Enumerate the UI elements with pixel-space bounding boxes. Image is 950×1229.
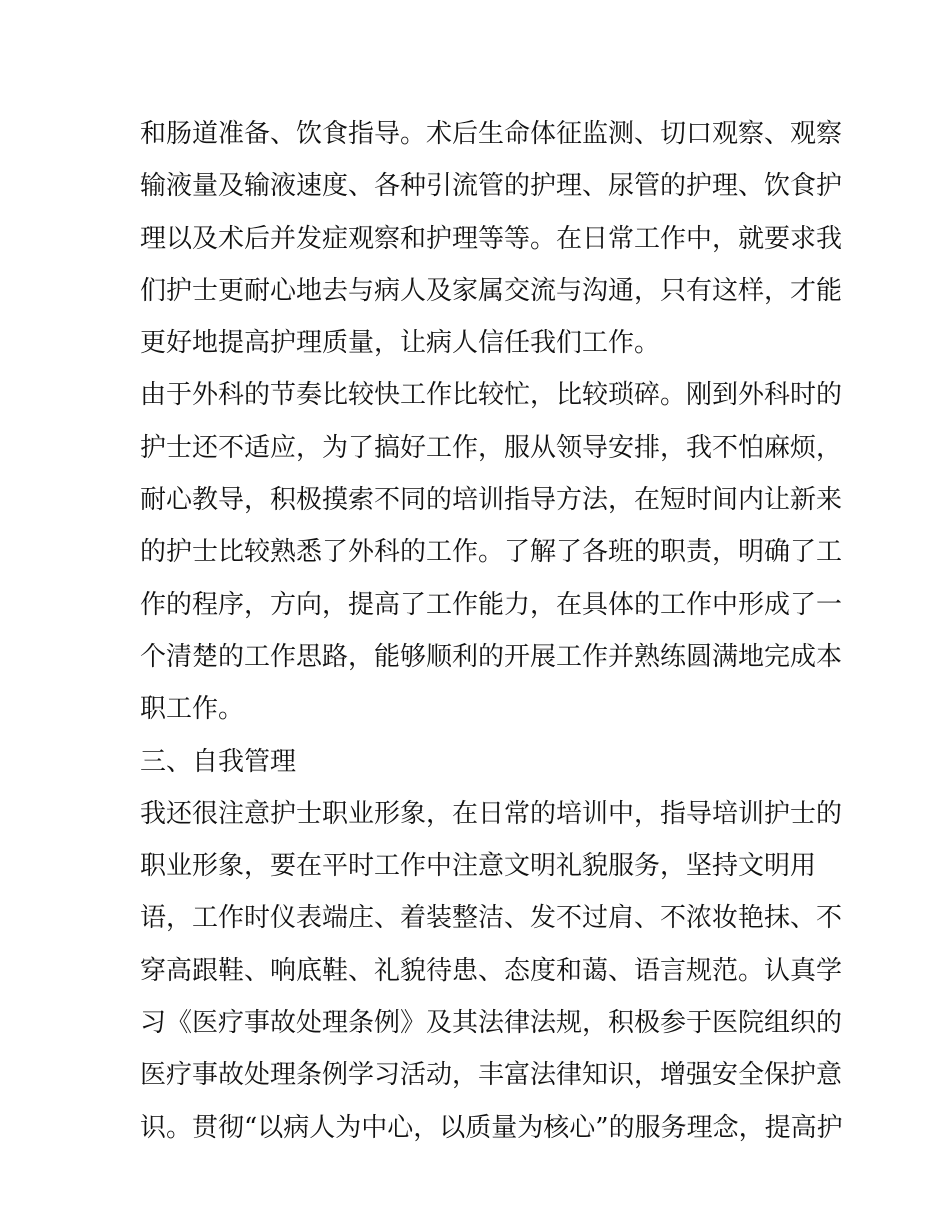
text-line: 理以及术后并发症观察和护理等等。在日常工作中，就要求我 <box>140 223 843 254</box>
text-line: 输液量及输液速度、各种引流管的护理、尿管的护理、饮食护 <box>140 171 843 202</box>
text-line: 穿高跟鞋、响底鞋、礼貌待患、态度和蔼、语言规范。认真学 <box>140 955 843 986</box>
text-line: 的护士比较熟悉了外科的工作。了解了各班的职责，明确了工 <box>140 537 843 568</box>
text-line: 习《医疗事故处理条例》及其法律法规，积极参于医院组织的 <box>140 1008 843 1039</box>
text-line: 职业形象，要在平时工作中注意文明礼貌服务，坚持文明用 <box>140 851 817 882</box>
text-line: 个清楚的工作思路，能够顺利的开展工作并熟练圆满地完成本 <box>140 641 843 672</box>
text-line: 医疗事故处理条例学习活动，丰富法律知识，增强安全保护意 <box>140 1060 843 1091</box>
text-line: 和肠道准备、饮食指导。术后生命体征监测、切口观察、观察 <box>140 119 843 149</box>
text-line: 语，工作时仪表端庄、着装整洁、发不过肩、不浓妆艳抹、不 <box>140 903 843 934</box>
section-heading: 三、自我管理 <box>140 746 297 777</box>
text-line: 更好地提高护理质量，让病人信任我们工作。 <box>140 328 661 359</box>
text-line: 我还很注意护士职业形象，在日常的培训中，指导培训护士的 <box>140 798 843 829</box>
body-text <box>140 108 843 1154</box>
text-line: 们护士更耐心地去与病人及家属交流与沟通，只有这样，才能 <box>140 275 843 306</box>
text-line: 职工作。 <box>140 694 245 725</box>
text-line: 作的程序，方向，提高了工作能力，在具体的工作中形成了一 <box>140 589 843 620</box>
text-line: 识。贯彻“以病人为中心，以质量为核心”的服务理念，提高护 <box>140 1112 843 1143</box>
text-line: 护士还不适应，为了搞好工作，服从领导安排，我不怕麻烦， <box>140 432 843 463</box>
text-line: 由于外科的节奏比较快工作比较忙，比较琐碎。刚到外科时的 <box>140 380 843 411</box>
text-line: 耐心教导，积极摸索不同的培训指导方法，在短时间内让新来 <box>140 485 843 516</box>
